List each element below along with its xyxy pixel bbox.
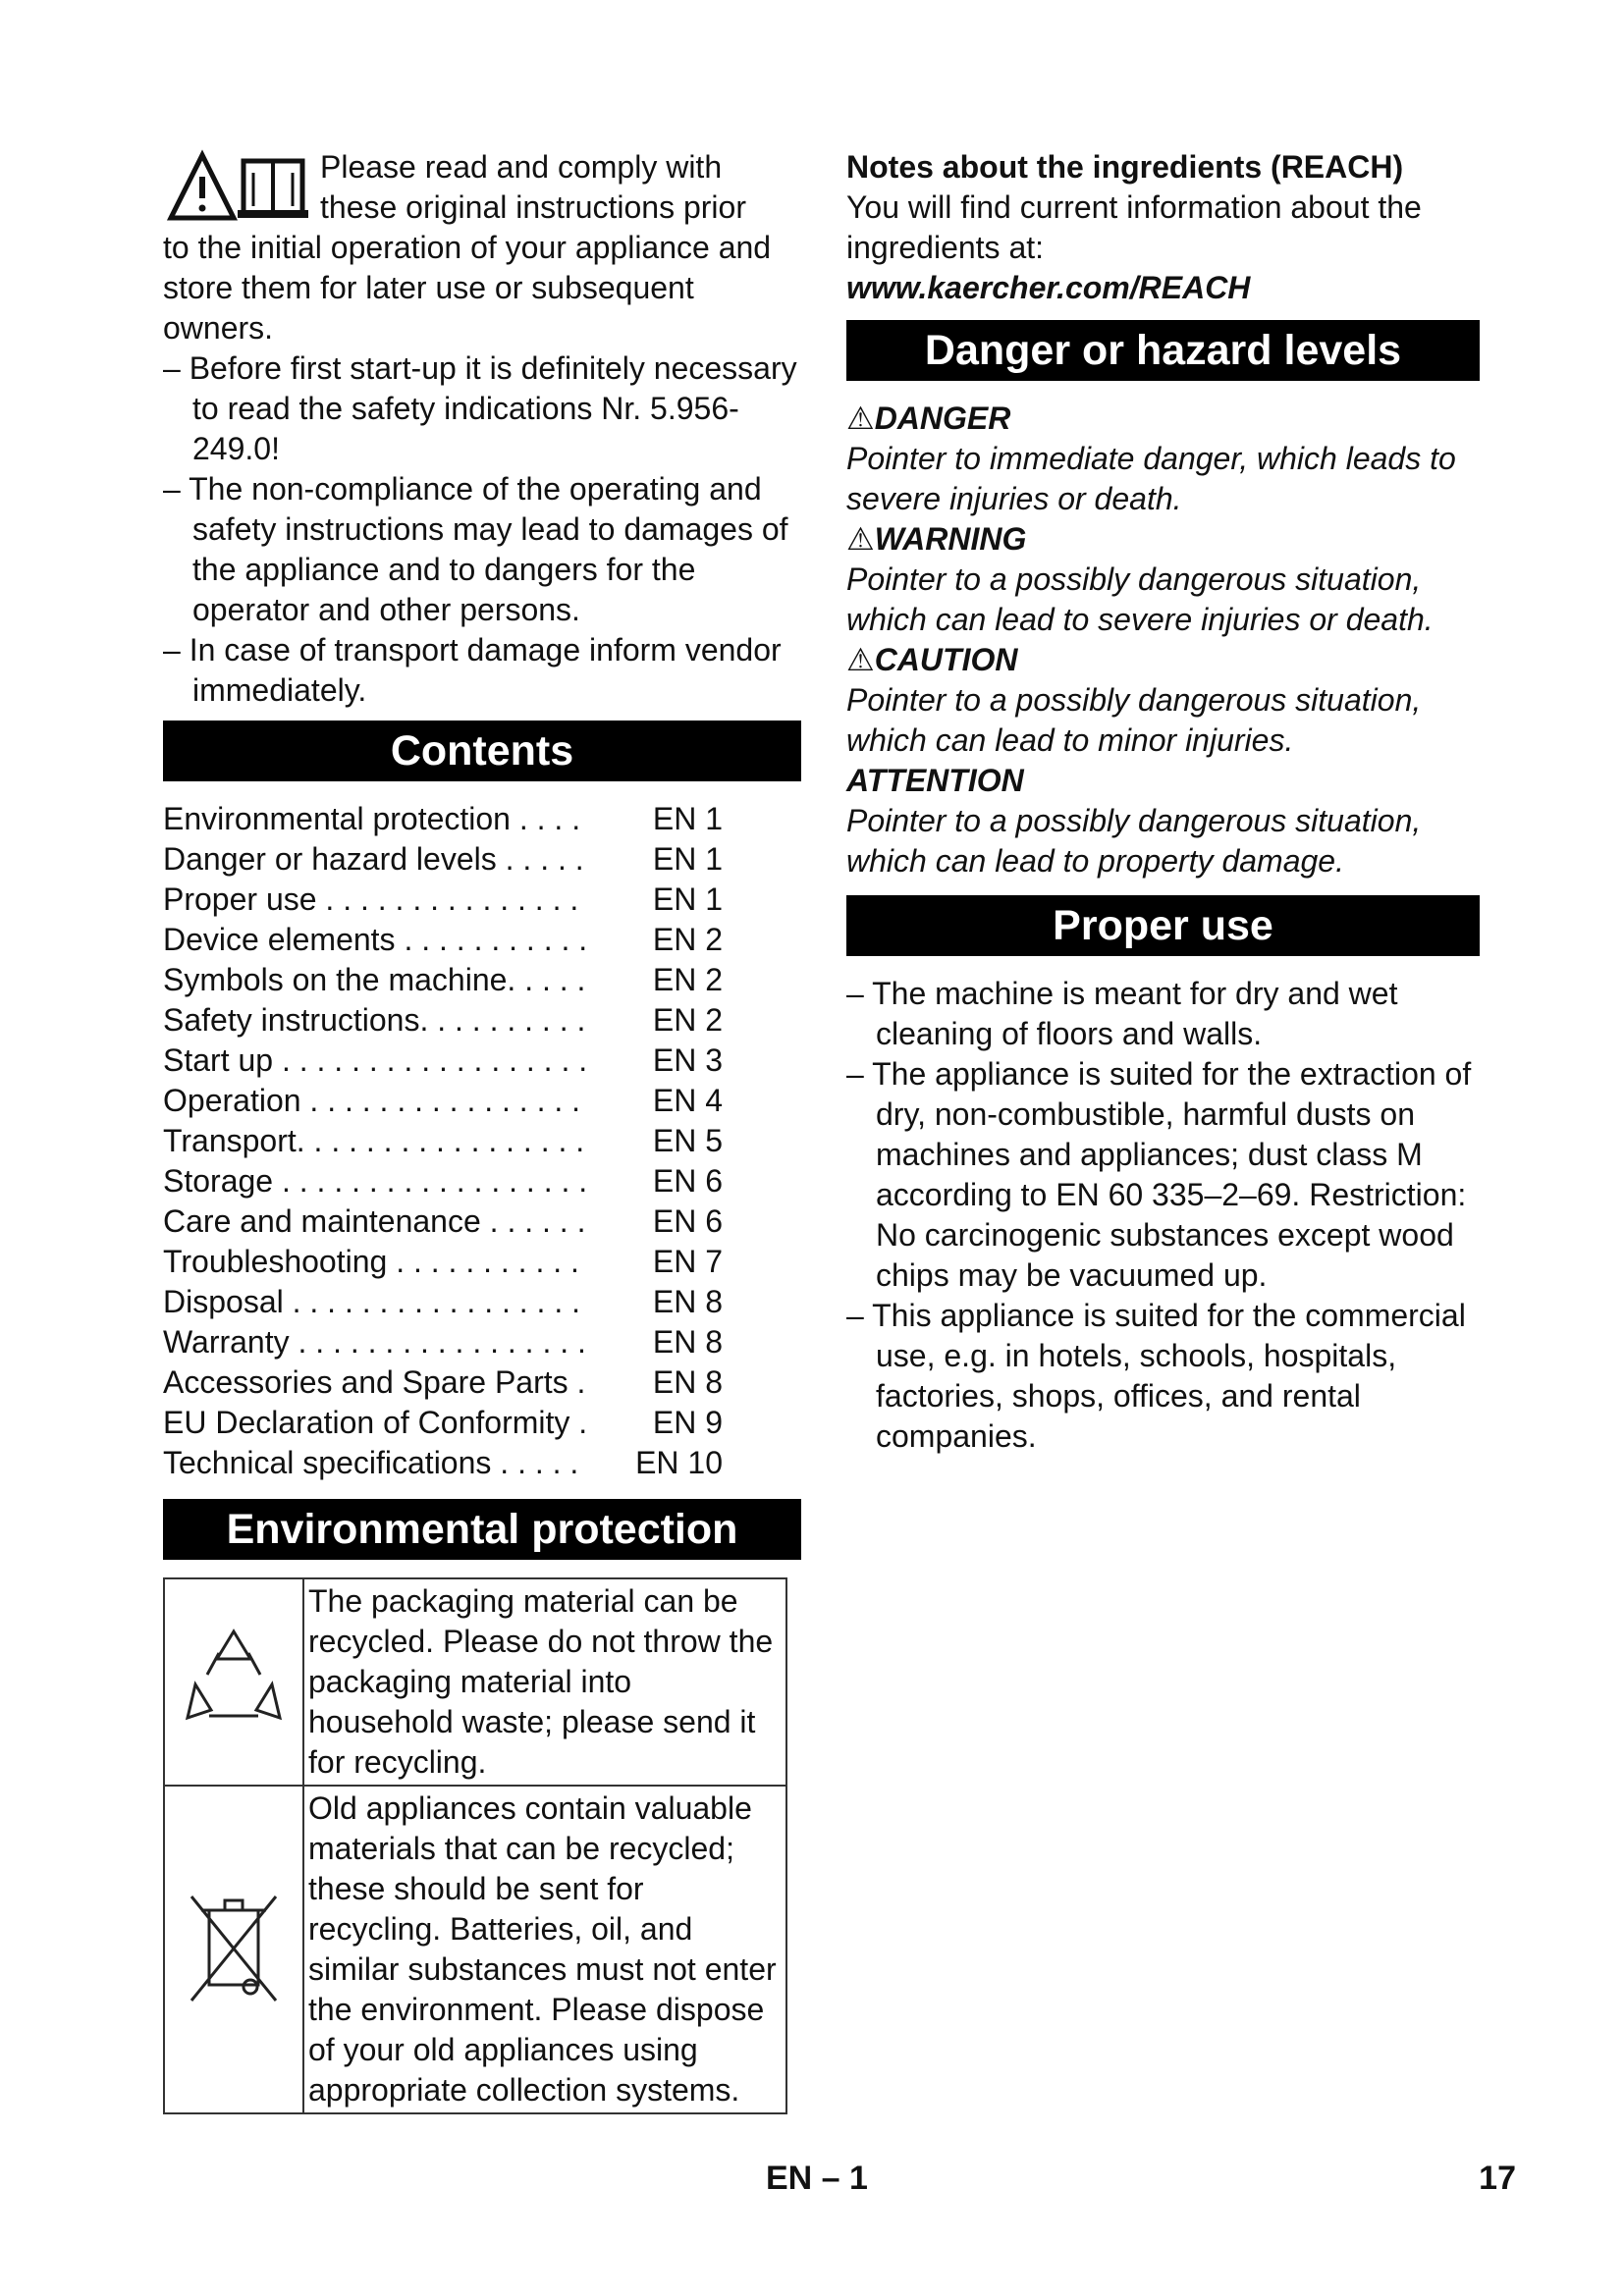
toc-row: [163, 960, 723, 1000]
proper-use-bullet-3: – This appliance is suited for the commercial use, e.g. in hotels, schools, hospitals, factories, shops, offices, and rental companies.: [846, 1298, 1466, 1454]
footer-section-label: EN – 1: [766, 2160, 868, 2197]
hazard-level-text: Pointer to a possibly dangerous situation, which can lead to property damage.: [846, 803, 1422, 879]
toc-page: EN 1: [652, 881, 723, 917]
proper-use-bullet-1: – The machine is meant for dry and wet cleaning of floors and walls.: [846, 976, 1398, 1051]
warning-triangle-icon: ⚠: [846, 521, 875, 557]
hazard-levels: [846, 399, 1480, 881]
reach-title: Notes about the ingredients (REACH): [846, 149, 1404, 185]
table-of-contents: [163, 799, 801, 1483]
toc-page: EN 7: [652, 1244, 723, 1279]
packaging-text: The packaging material can be recycled. Please do not throw the packaging material into household waste; please send it for recycling.: [303, 1578, 786, 1786]
toc-label: Danger or hazard levels . . . . .: [163, 841, 584, 877]
hazard-level-title: [846, 640, 1480, 680]
warning-triangle-icon: ⚠: [846, 400, 875, 436]
intro-line-2: these original instructions prior: [320, 189, 746, 225]
table-row: [164, 1786, 786, 2113]
toc-label: Environmental protection . . . .: [163, 801, 581, 836]
hazard-level-name: DANGER: [874, 400, 1011, 436]
hazard-level-name: ATTENTION: [846, 763, 1024, 798]
hazard-level-title: [846, 761, 1480, 801]
hazard-level-name: WARNING: [874, 521, 1027, 557]
intro-bullet-1: – Before first start-up it is definitely necessary to read the safety indications Nr. 5.956-249.0!: [163, 350, 797, 466]
toc-label: Transport. . . . . . . . . . . . . . . . .: [163, 1123, 585, 1158]
hazard-level-title: [846, 519, 1480, 560]
toc-label: EU Declaration of Conformity .: [163, 1405, 588, 1440]
toc-row: [163, 1081, 723, 1121]
reach-link[interactable]: www.kaercher.com/REACH: [846, 270, 1251, 305]
toc-page: EN 6: [652, 1203, 723, 1239]
left-column: [163, 147, 801, 2114]
intro-line-1: Please read and comply with: [320, 149, 723, 185]
toc-page: EN 3: [652, 1042, 723, 1078]
toc-row: [163, 1443, 723, 1483]
reach-text: You will find current information about the ingredients at:: [846, 189, 1422, 265]
toc-label: Troubleshooting . . . . . . . . . . .: [163, 1244, 579, 1279]
toc-row: [163, 920, 723, 960]
toc-label: Symbols on the machine. . . . .: [163, 962, 586, 997]
toc-page: EN 9: [652, 1405, 723, 1440]
toc-row: [163, 1322, 723, 1362]
intro-section: [163, 147, 801, 711]
toc-label: Start up . . . . . . . . . . . . . . . . . .: [163, 1042, 588, 1078]
toc-row: [163, 880, 723, 920]
toc-row: [163, 1121, 723, 1161]
toc-label: Accessories and Spare Parts .: [163, 1364, 586, 1400]
toc-label: Technical specifications . . . . .: [163, 1445, 579, 1480]
toc-page: EN 1: [652, 801, 723, 836]
toc-row: [163, 1242, 723, 1282]
warning-triangle-icon: ⚠: [846, 642, 875, 677]
toc-row: [163, 1041, 723, 1081]
toc-page: EN 1: [652, 841, 723, 877]
intro-bullet-2: – The non-compliance of the operating and safety instructions may lead to damages of the appliance and to dangers for the operator and other persons.: [163, 471, 788, 627]
toc-row: [163, 1000, 723, 1041]
environment-table: [163, 1577, 787, 2114]
toc-page: EN 2: [652, 922, 723, 957]
page-number: 17: [1479, 2160, 1516, 2197]
proper-use-heading: Proper use: [846, 895, 1480, 956]
disposal-icon-cell: [164, 1786, 303, 2113]
toc-label: Care and maintenance . . . . . .: [163, 1203, 586, 1239]
hazard-level-title: [846, 399, 1480, 439]
toc-label: Disposal . . . . . . . . . . . . . . . . .: [163, 1284, 580, 1319]
toc-label: Operation . . . . . . . . . . . . . . . .: [163, 1083, 581, 1118]
toc-page: EN 6: [652, 1163, 723, 1199]
toc-page: EN 8: [652, 1324, 723, 1360]
right-column: [846, 147, 1480, 1457]
toc-page: EN 2: [652, 962, 723, 997]
environment-heading: Environmental protection: [163, 1499, 801, 1560]
hazard-level-text: Pointer to immediate danger, which leads to severe injuries or death.: [846, 441, 1456, 516]
toc-page: EN 5: [652, 1123, 723, 1158]
intro-bullet-3: – In case of transport damage inform vendor immediately.: [163, 632, 782, 708]
intro-text: to the initial operation of your appliance and store them for later use or subsequent owners.: [163, 230, 772, 346]
intro-icons: [163, 147, 316, 222]
toc-row: [163, 839, 723, 880]
toc-row: [163, 1282, 723, 1322]
toc-row: [163, 799, 723, 839]
hazard-level-text: Pointer to a possibly dangerous situation, which can lead to severe injuries or death.: [846, 561, 1434, 637]
proper-use-bullet-2: – The appliance is suited for the extraction of dry, non-combustible, harmful dusts on machines and appliances; dust class M according to EN 60 335–2–69. Restriction: No carcinogenic substances except wood chips may be vacuumed up.: [846, 1056, 1472, 1293]
toc-label: Storage . . . . . . . . . . . . . . . . . .: [163, 1163, 588, 1199]
toc-row: [163, 1161, 723, 1201]
toc-page: EN 2: [652, 1002, 723, 1038]
toc-row: [163, 1403, 723, 1443]
recycle-icon: [180, 1624, 288, 1732]
table-row: [164, 1578, 786, 1786]
toc-label: Safety instructions. . . . . . . . . .: [163, 1002, 586, 1038]
old-appliances-text: Old appliances contain valuable materials that can be recycled; these should be sent for recycling. Batteries, oil, and similar substances must not enter the environment. Please dispose of your old appliances using appropriate collection systems.: [303, 1786, 786, 2113]
toc-row: [163, 1201, 723, 1242]
toc-page: EN 4: [652, 1083, 723, 1118]
toc-page: EN 8: [652, 1364, 723, 1400]
recycle-icon-cell: [164, 1578, 303, 1786]
crossed-bin-icon: [180, 1881, 288, 2008]
contents-heading: Contents: [163, 721, 801, 781]
warning-book-icon: [163, 147, 316, 222]
hazard-heading: Danger or hazard levels: [846, 320, 1480, 381]
toc-label: Proper use . . . . . . . . . . . . . . .: [163, 881, 579, 917]
toc-row: [163, 1362, 723, 1403]
toc-label: Device elements . . . . . . . . . . .: [163, 922, 588, 957]
toc-page: EN 8: [652, 1284, 723, 1319]
hazard-level-name: CAUTION: [874, 642, 1018, 677]
toc-page: EN 10: [635, 1445, 723, 1480]
toc-label: Warranty . . . . . . . . . . . . . . . . .: [163, 1324, 586, 1360]
hazard-level-text: Pointer to a possibly dangerous situation, which can lead to minor injuries.: [846, 682, 1422, 758]
